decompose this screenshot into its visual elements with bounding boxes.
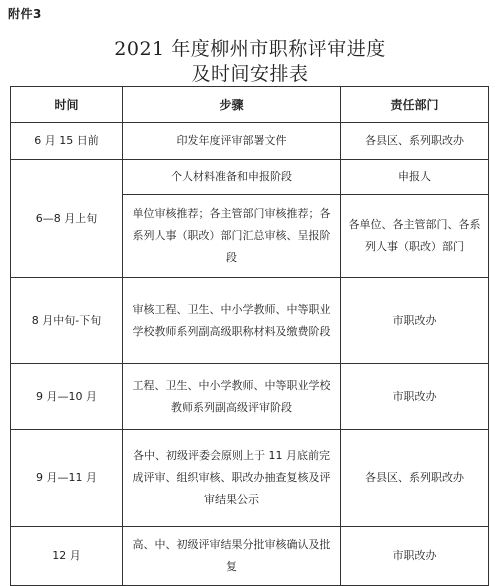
document-title-line-1: 2021 年度柳州市职称评审进度: [114, 38, 386, 60]
table-row: [11, 364, 489, 430]
header-time: 时间: [11, 87, 123, 123]
cell-step: 各中、初级评委会原则上于 11 月底前完成评审、组织审核、职改办抽查复核及评审结果公示: [123, 430, 341, 527]
cell-dept: 市职改办: [341, 278, 489, 364]
cell-time: 9 月—11 月: [11, 430, 123, 527]
cell-dept: 各县区、系列职改办: [341, 430, 489, 527]
header-dept: 责任部门: [341, 87, 489, 123]
attachment-label: 附件3: [8, 7, 42, 21]
cell-time: 6 月 15 日前: [11, 123, 123, 160]
schedule-table: [10, 86, 489, 586]
table-row: [11, 527, 489, 586]
cell-dept: 申报人: [341, 160, 489, 195]
cell-time: 8 月中旬-下旬: [11, 278, 123, 364]
cell-step: 印发年度评审部署文件: [123, 123, 341, 160]
cell-step: 审核工程、卫生、中小学教师、中等职业学校教师系列副高级职称材料及缴费阶段: [123, 278, 341, 364]
table-row: [11, 160, 489, 195]
cell-dept: 市职改办: [341, 364, 489, 430]
table-row: [11, 123, 489, 160]
cell-step: 高、中、初级评审结果分批审核确认及批复: [123, 527, 341, 586]
cell-time: 12 月: [11, 527, 123, 586]
cell-step: 单位审核推荐；各主管部门审核推荐；各系列人事（职改）部门汇总审核、呈报阶段: [123, 195, 341, 278]
cell-time: 9 月—10 月: [11, 364, 123, 430]
table-header-row: [11, 87, 489, 123]
table-row: [11, 278, 489, 364]
cell-step: 工程、卫生、中小学教师、中等职业学校教师系列副高级评审阶段: [123, 364, 341, 430]
cell-dept: 市职改办: [341, 527, 489, 586]
cell-dept: 各县区、系列职改办: [341, 123, 489, 160]
cell-dept: 各单位、各主管部门、各系列人事（职改）部门: [341, 195, 489, 278]
document-title-line-2: 及时间安排表: [191, 63, 309, 85]
table-row: [11, 430, 489, 527]
header-step: 步骤: [123, 87, 341, 123]
cell-step: 个人材料准备和申报阶段: [123, 160, 341, 195]
cell-time: 6—8 月上旬: [11, 160, 123, 278]
